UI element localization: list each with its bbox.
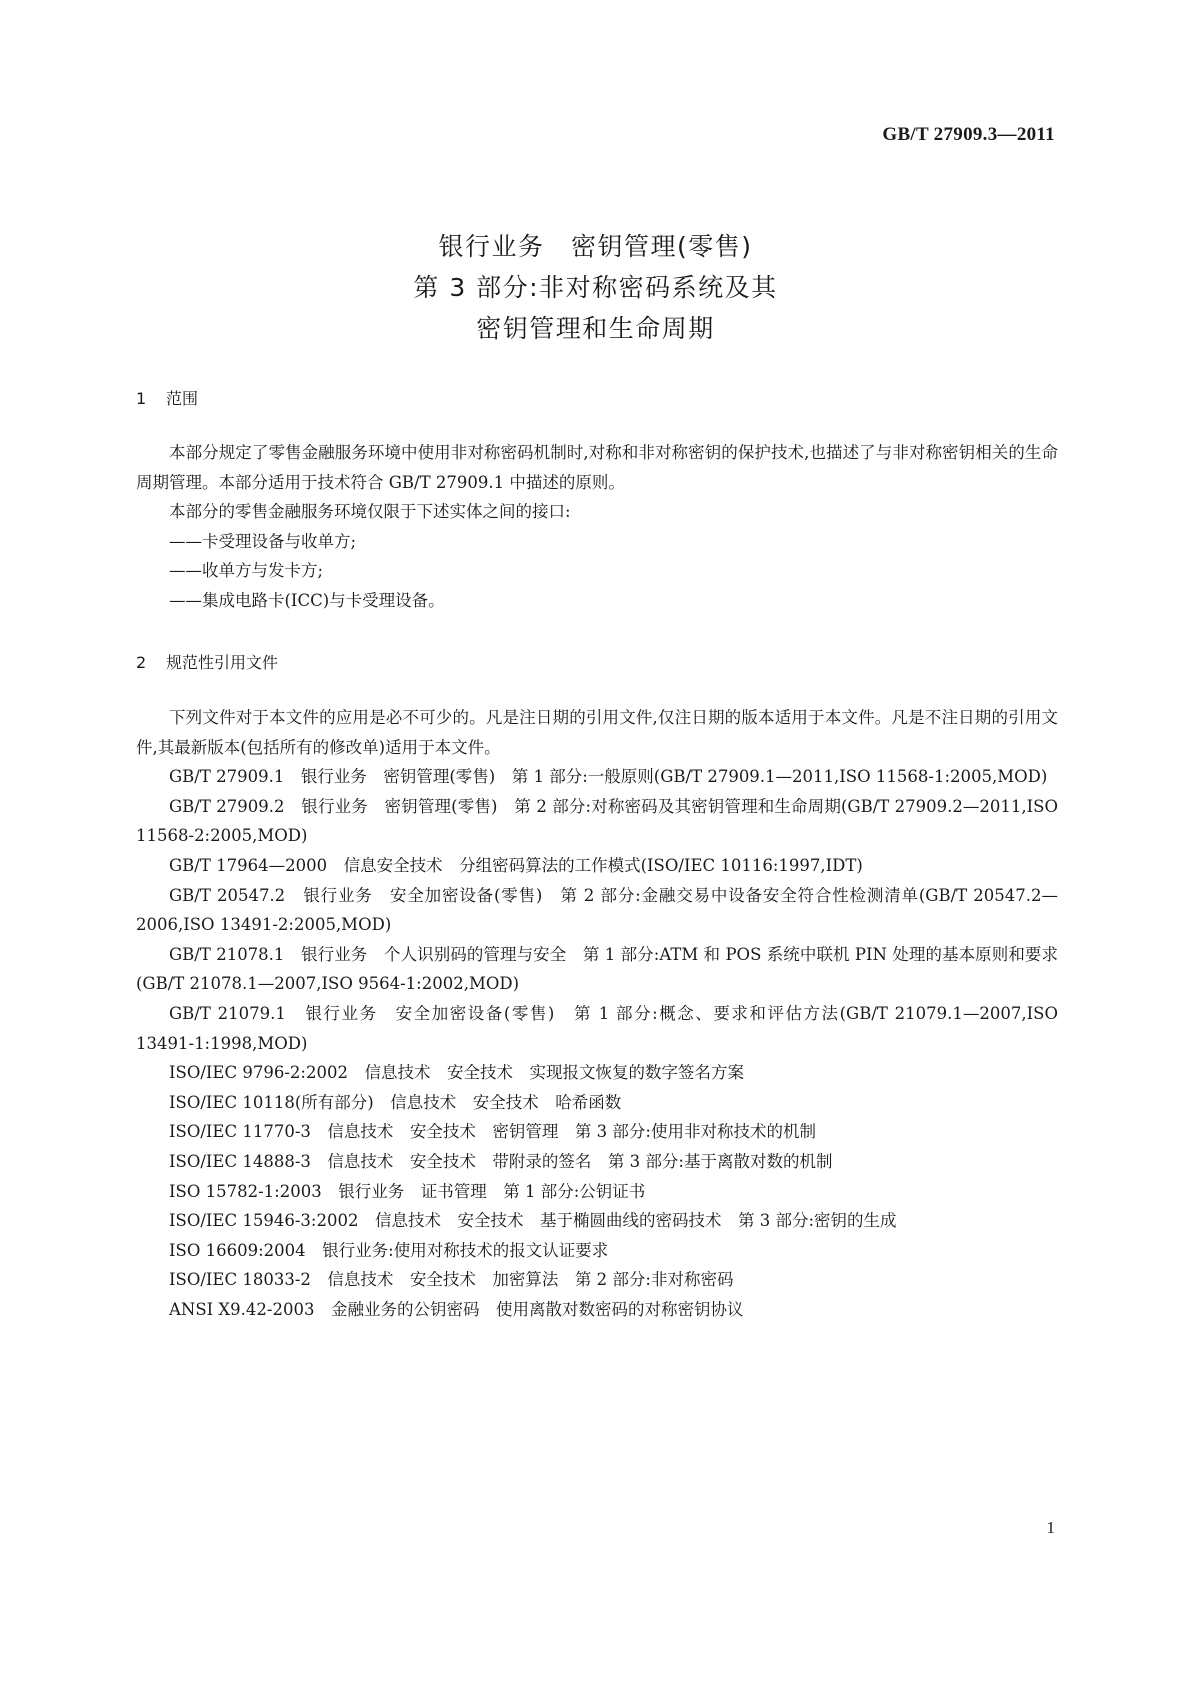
reference-item: GB/T 27909.1 银行业务 密钥管理(零售) 第 1 部分:一般原则(GB/T 27909.1—2011,ISO 11568-1:2005,MOD) — [169, 767, 1048, 787]
document-title — [0, 226, 1191, 349]
list-item: ——集成电路卡(ICC)与卡受理设备。 — [169, 590, 445, 610]
reference-item: ISO 15782-1:2003 银行业务 证书管理 第 1 部分:公钥证书 — [169, 1181, 646, 1201]
standard-code: GB/T 27909.3—2011 — [882, 124, 1055, 145]
reference-item: ISO 16609:2004 银行业务:使用对称技术的报文认证要求 — [169, 1240, 609, 1260]
reference-item: GB/T 21078.1 银行业务 个人识别码的管理与安全 第 1 部分:ATM 和 POS 系统中联机 PIN 处理的基本原则和要求(GB/T 21078.1—2007,ISO 9564-1:2002,MOD) — [136, 944, 1058, 994]
paragraph: 本部分规定了零售金融服务环境中使用非对称密码机制时,对称和非对称密钥的保护技术,也描述了与非对称密钥相关的生命周期管理。本部分适用于技术符合 GB/T 27909.1 中描述的原则。 — [136, 443, 1058, 492]
list-item: ——收单方与发卡方; — [169, 561, 324, 581]
reference-item: ANSI X9.42-2003 金融业务的公钥密码 使用离散对数密码的对称密钥协议 — [169, 1299, 744, 1319]
page-number: 1 — [1046, 1518, 1055, 1537]
title-line-3: 密钥管理和生命周期 — [476, 314, 715, 343]
section-1-number: 1 — [136, 389, 147, 408]
section-1-body — [136, 438, 1058, 616]
reference-item: GB/T 21079.1 银行业务 安全加密设备(零售) 第 1 部分:概念、要求和评估方法(GB/T 21079.1—2007,ISO 13491-1:1998,MOD) — [136, 1003, 1064, 1053]
title-line-1: 银行业务 密钥管理(零售) — [438, 232, 753, 261]
reference-item: GB/T 27909.2 银行业务 密钥管理(零售) 第 2 部分:对称密码及其密钥管理和生命周期(GB/T 27909.2—2011,ISO 11568-2:2005,MOD) — [136, 796, 1064, 846]
reference-item: ISO/IEC 9796-2:2002 信息技术 安全技术 实现报文恢复的数字签名方案 — [169, 1063, 744, 1083]
title-line-2: 第 3 部分:非对称密码系统及其 — [413, 273, 778, 302]
reference-item: ISO/IEC 15946-3:2002 信息技术 安全技术 基于椭圆曲线的密码技术 第 3 部分:密钥的生成 — [169, 1211, 897, 1231]
section-1-heading — [136, 386, 198, 409]
list-item: ——卡受理设备与收单方; — [169, 531, 357, 551]
section-1-title: 范围 — [166, 389, 199, 408]
reference-item: GB/T 17964—2000 信息安全技术 分组密码算法的工作模式(ISO/IEC 10116:1997,IDT) — [169, 855, 863, 875]
section-2-body — [136, 703, 1064, 1324]
paragraph: 下列文件对于本文件的应用是必不可少的。凡是注日期的引用文件,仅注日期的版本适用于本文件。凡是不注日期的引用文件,其最新版本(包括所有的修改单)适用于本文件。 — [136, 708, 1058, 757]
paragraph: 本部分的零售金融服务环境仅限于下述实体之间的接口: — [169, 502, 571, 522]
reference-item: ISO/IEC 10118(所有部分) 信息技术 安全技术 哈希函数 — [169, 1092, 622, 1112]
section-2-number: 2 — [136, 653, 147, 672]
reference-item: ISO/IEC 11770-3 信息技术 安全技术 密钥管理 第 3 部分:使用非对称技术的机制 — [169, 1122, 816, 1142]
section-2-title: 规范性引用文件 — [166, 653, 279, 672]
reference-item: GB/T 20547.2 银行业务 安全加密设备(零售) 第 2 部分:金融交易中设备安全符合性检测清单(GB/T 20547.2—2006,ISO 13491-2:2005,MOD) — [136, 885, 1058, 935]
section-2-heading — [136, 650, 278, 673]
reference-item: ISO/IEC 14888-3 信息技术 安全技术 带附录的签名 第 3 部分:基于离散对数的机制 — [169, 1151, 833, 1171]
reference-item: ISO/IEC 18033-2 信息技术 安全技术 加密算法 第 2 部分:非对称密码 — [169, 1270, 734, 1290]
